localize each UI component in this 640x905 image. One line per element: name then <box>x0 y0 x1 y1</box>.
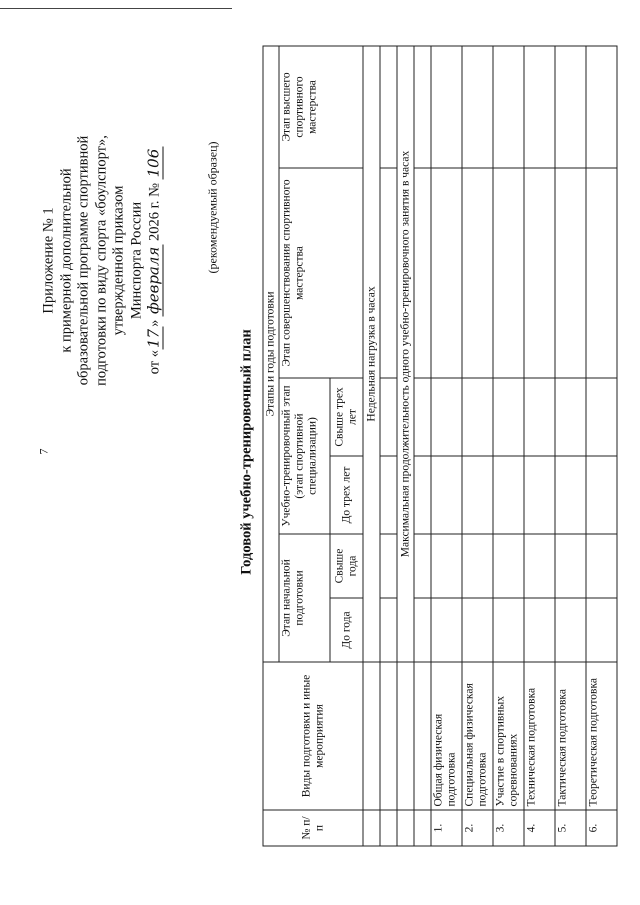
header-training-stage: Учебно-тренировочный этап (этап спортивной специализации) <box>279 378 330 534</box>
date-prefix: от « <box>146 350 163 375</box>
row-name: Техническая подготовка <box>524 662 555 810</box>
recommended-sample-note: (рекомендуемый образец) <box>205 141 220 274</box>
row-number: 5. <box>555 810 586 846</box>
header-up-to-three: До трех лет <box>330 456 363 534</box>
appendix-date-line <box>146 96 165 426</box>
table-row <box>431 46 462 846</box>
header-improvement-stage: Этап совершенствования спортивного мастерства <box>279 168 363 378</box>
appendix-line-5: утвержденной приказом <box>110 185 127 336</box>
date-year: 2026 г. № <box>146 182 163 242</box>
plan-title: Годовой учебно-тренировочный план <box>238 329 255 575</box>
weekly-values-row <box>380 46 397 846</box>
table-row <box>524 46 555 846</box>
table-row <box>493 46 524 846</box>
row-number: 1. <box>431 810 462 846</box>
training-plan-table <box>263 45 618 846</box>
header-row-1 <box>263 46 279 846</box>
weekly-empty-2 <box>363 662 380 810</box>
date-mid: » <box>146 319 163 327</box>
appendix-title: Приложение № 1 <box>40 207 57 314</box>
row-name: Тактическая подготовка <box>555 662 586 810</box>
appendix-line-2: к примерной дополнительной <box>58 168 74 353</box>
header-kinds: Виды подготовки и иные мероприятия <box>263 662 363 810</box>
page-number: 7 <box>36 448 51 455</box>
table-row <box>462 46 493 846</box>
appendix-line-4: подготовки по виду спорта «боулспорт», <box>93 135 109 386</box>
date-month-handwritten: февраля <box>144 246 163 315</box>
table-row <box>586 46 617 846</box>
row-name: Специальная физическая подготовка <box>462 662 493 810</box>
document-page <box>1 0 640 905</box>
row-number: 2. <box>462 810 493 846</box>
row-number: 6. <box>586 810 617 846</box>
max-duration-values-row <box>414 46 431 846</box>
header-highest-stage: Этап высшего спортивного мастерства <box>279 46 363 168</box>
header-initial-stage: Этап начальной подготовки <box>279 534 330 662</box>
weekly-load-label: Недельная нагрузка в часах <box>363 46 380 662</box>
header-up-to-year: До года <box>330 598 363 662</box>
header-stages: Этапы и годы подготовки <box>263 46 279 662</box>
weekly-empty-1 <box>363 810 380 846</box>
row-name: Теоретическая подготовка <box>586 662 617 810</box>
header-over-three: Свыше трех лет <box>330 378 363 456</box>
appendix-line-3: образовательной программе спортивной <box>75 135 92 386</box>
weekly-label-row <box>363 46 380 846</box>
row-number: 4. <box>524 810 555 846</box>
max-duration-label: Максимальная продолжительность одного учебно-тренировочного занятия в часах <box>397 46 414 662</box>
table-row <box>555 46 586 846</box>
row-name: Участие в спортивных соревнованиях <box>493 662 524 810</box>
header-over-year: Свыше года <box>330 534 363 598</box>
max-duration-label-row <box>397 46 414 846</box>
appendix-header <box>41 96 165 426</box>
row-number: 3. <box>493 810 524 846</box>
date-day-handwritten: 17 <box>144 328 163 348</box>
appendix-line-6: Минспорта России <box>128 201 144 320</box>
order-number-handwritten: 106 <box>144 148 163 178</box>
header-num: № п/п <box>263 810 363 846</box>
row-name: Общая физическая подготовка <box>431 662 462 810</box>
